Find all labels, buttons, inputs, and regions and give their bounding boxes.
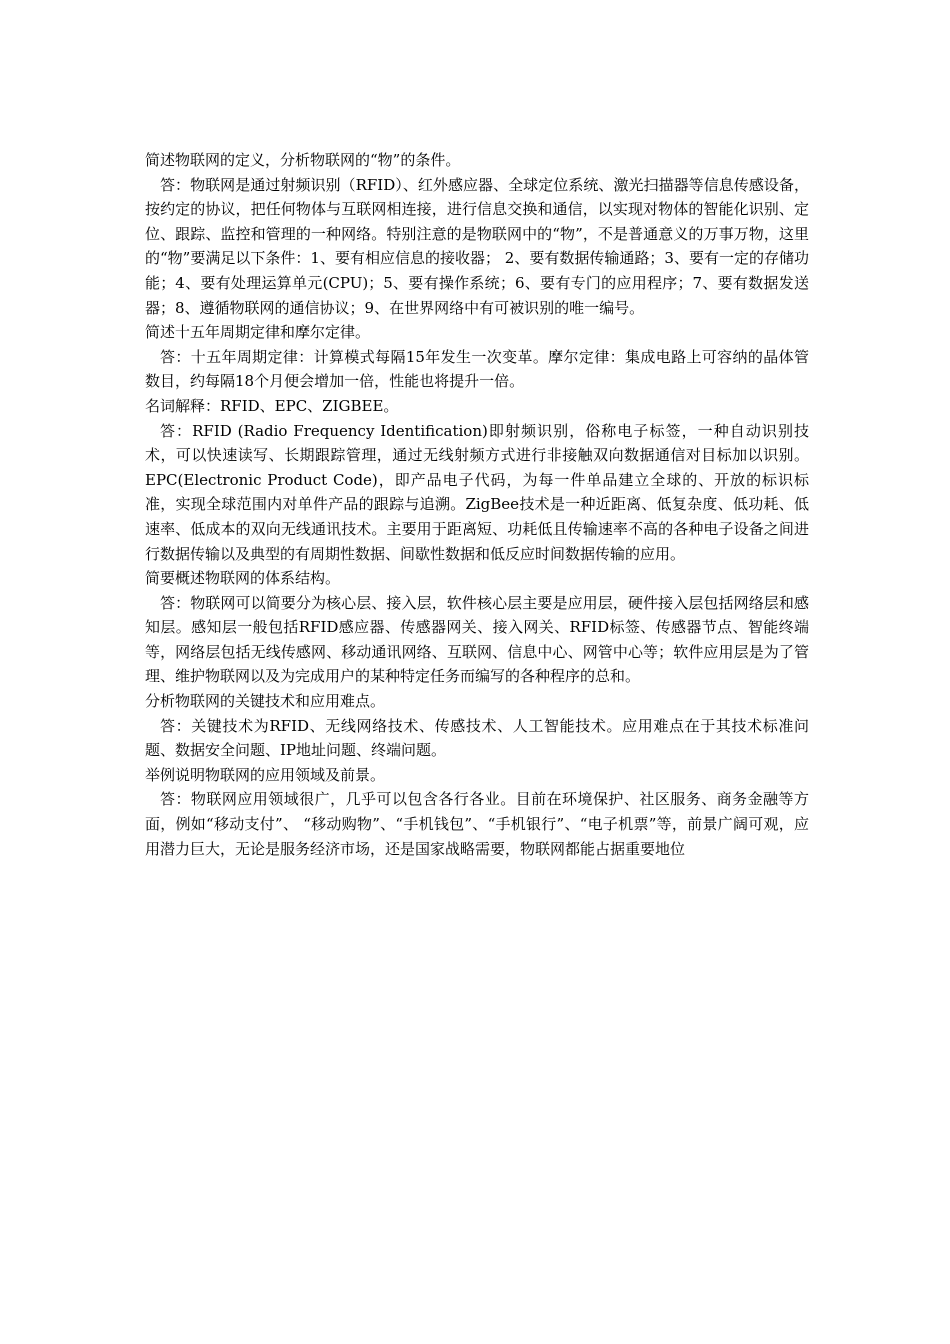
question-5: 分析物联网的关键技术和应用难点。: [145, 692, 386, 711]
question-2: 简述十五年周期定律和摩尔定律。: [145, 323, 371, 342]
question-1: 简述物联网的定义，分析物联网的“物”的条件。: [145, 151, 461, 169]
answer-1: 答：物联网是通过射频识别（RFID）、红外感应器、全球定位系统、激光扫描器等信息传感设备，按约定的协议，把任何物体与互联网相连接，进行信息交换和通信，以实现对物体的智能化识别、定位、跟踪、监控和管理的一种网络。特别注意的是物联网中的“物”，不是普通意义的万事万物，这里的“物”要满足以下条件：1、要有相应信息的接收器； 2、要有数据传输通路；3、要有一定的存储功能；4、要有处理运算单元(CPU)；5、要有操作系统；6、要有专门的应用程序；7、要有数据发送器；8、遵循物联网的通信协议；9、在世界网络中有可被识别的唯一编号。: [145, 175, 809, 317]
answer-2: 答：十五年周期定律：计算模式每隔15年发生一次变革。摩尔定律：集成电路上可容纳的晶体管数目，约每隔18个月便会增加一倍，性能也将提升一倍。: [145, 347, 809, 391]
answer-3: 答：RFID (Radio Frequency Identification)即射频识别，俗称电子标签，一种自动识别技术，可以快速读写、长期跟踪管理，通过无线射频方式进行非接触双向数据通信对目标加以识别。EPC(Electronic Product Code)，即产品电子代码，为每一件单品建立全球的、开放的标识标准，实现全球范围内对单件产品的跟踪与追溯。ZigBee技术是一种近距离、低复杂度、低功耗、低速率、低成本的双向无线通讯技术。主要用于距离短、功耗低且传输速率不高的各种电子设备之间进行数据传输以及典型的有周期性数据、间歇性数据和低反应时间数据传输的应用。: [145, 421, 809, 563]
answer-6: 答：物联网应用领域很广，几乎可以包含各行各业。目前在环境保护、社区服务、商务金融等方面，例如“移动支付”、 “移动购物”、“手机钱包”、“手机银行”、“电子机票”等，前景广阔可观，应用潜力巨大，无论是服务经济市场，还是国家战略需要，物联网都能占据重要地位: [145, 790, 809, 858]
answer-5: 答：关键技术为RFID、无线网络技术、传感技术、人工智能技术。应用难点在于其技术标准问题、数据安全问题、IP地址问题、终端问题。: [145, 716, 809, 760]
question-6: 举例说明物联网的应用领域及前景。: [145, 765, 386, 784]
answer-4: 答：物联网可以简要分为核心层、接入层，软件核心层主要是应用层，硬件接入层包括网络层和感知层。感知层一般包括RFID感应器、传感器网关、接入网关、RFID标签、传感器节点、智能终端等，网络层包括无线传感网、移动通讯网络、互联网、信息中心、网管中心等；软件应用层是为了管理、维护物联网以及为完成用户的某种特定任务而编写的各种程序的总和。: [145, 593, 809, 686]
question-4: 简要概述物联网的体系结构。: [145, 569, 341, 588]
question-3: 名词解释：RFID、EPC、ZIGBEE。: [145, 396, 399, 415]
document-page: [145, 148, 809, 861]
